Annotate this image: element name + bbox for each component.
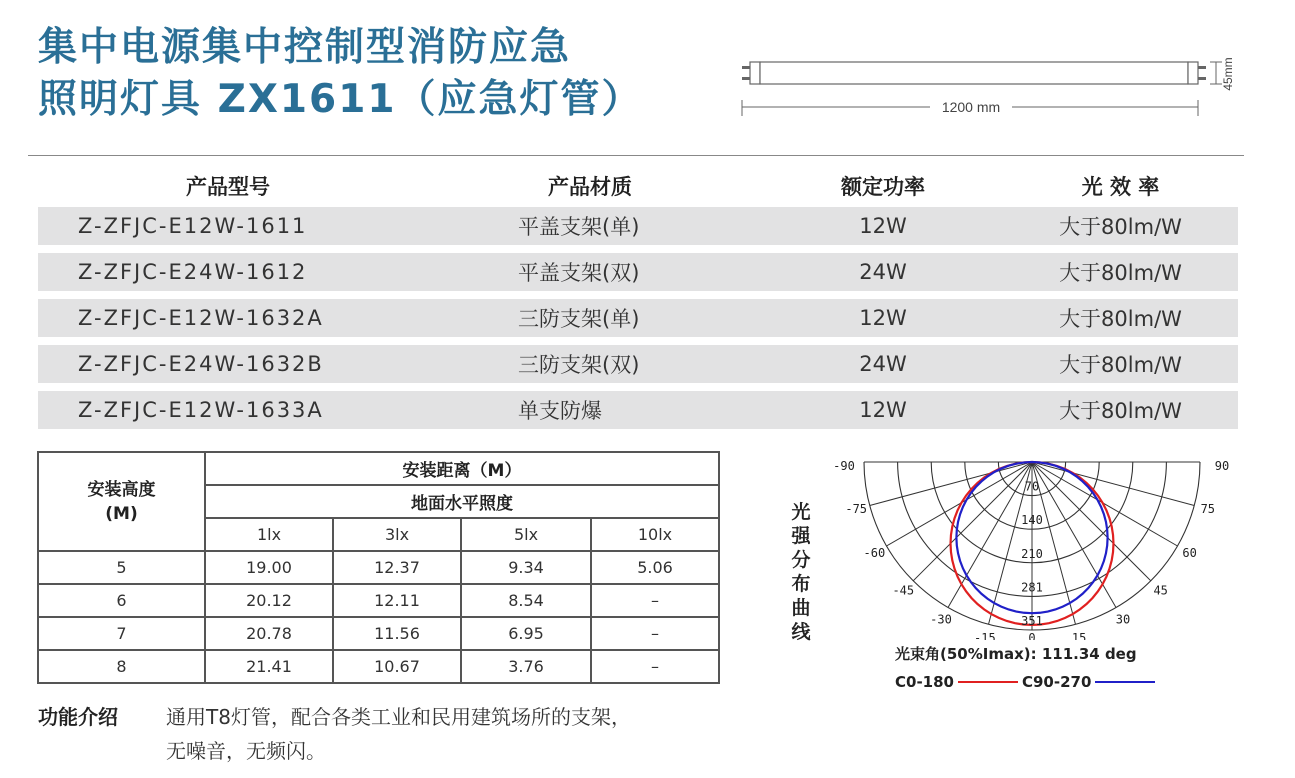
angle-label: -45 bbox=[892, 583, 915, 598]
cell-distance: 12.11 bbox=[333, 584, 461, 617]
header-model: 产品型号 bbox=[186, 175, 270, 199]
polar-svg bbox=[810, 445, 1230, 640]
illuminance-header: 地面水平照度 bbox=[205, 485, 719, 518]
divider bbox=[28, 155, 1244, 156]
angle-label: 30 bbox=[1115, 612, 1131, 627]
pin-right-top bbox=[1198, 66, 1206, 69]
cell-distance: 11.56 bbox=[333, 617, 461, 650]
cell-material: 平盖支架(单) bbox=[518, 215, 640, 239]
header-power: 额定功率 bbox=[841, 175, 925, 199]
table-row bbox=[38, 584, 719, 617]
grid-spoke bbox=[913, 462, 1032, 581]
polar-side-label: 光强分布曲线 bbox=[791, 501, 811, 643]
lux-header: 3lx bbox=[333, 518, 461, 551]
tube-svg bbox=[738, 44, 1258, 124]
radial-label: 210 bbox=[1021, 546, 1043, 561]
beam-angle-text: 光束角(50%Imax): 111.34 deg bbox=[895, 645, 1137, 663]
radial-label: 140 bbox=[1021, 513, 1043, 528]
cell-distance: – bbox=[591, 584, 719, 617]
cell-distance: 12.37 bbox=[333, 551, 461, 584]
cell-efficacy: 大于80lm/W bbox=[1059, 261, 1182, 285]
pin-right-bottom bbox=[1198, 77, 1206, 80]
cell-distance: 8.54 bbox=[461, 584, 591, 617]
spec-header bbox=[38, 165, 1238, 207]
cell-material: 三防支架(单) bbox=[518, 307, 640, 331]
angle-label: 15 bbox=[1071, 630, 1087, 640]
cell-power: 12W bbox=[859, 306, 907, 330]
cell-height: 5 bbox=[38, 551, 205, 584]
cell-efficacy: 大于80lm/W bbox=[1059, 215, 1182, 239]
angle-label: -60 bbox=[863, 546, 886, 560]
cell-distance: 5.06 bbox=[591, 551, 719, 584]
cell-distance: 10.67 bbox=[333, 650, 461, 683]
cell-power: 12W bbox=[859, 398, 907, 422]
diameter-label: 45mm bbox=[1221, 57, 1235, 91]
cell-model: Z-ZFJC-E12W-1632A bbox=[78, 306, 324, 330]
grid-spoke bbox=[870, 462, 1032, 505]
grid-spoke bbox=[1032, 462, 1116, 607]
table-row bbox=[38, 253, 1238, 291]
height-header: 安装高度(M) bbox=[38, 452, 205, 551]
cell-efficacy: 大于80lm/W bbox=[1059, 399, 1182, 423]
legend-c0-label: C0-180 bbox=[895, 673, 954, 691]
grid-spoke bbox=[1032, 462, 1177, 546]
tube-body bbox=[760, 62, 1188, 84]
cell-distance: 6.95 bbox=[461, 617, 591, 650]
polar-legend bbox=[895, 673, 1159, 691]
title-line-2: 照明灯具 ZX1611（应急灯管） bbox=[38, 77, 643, 122]
legend-c90-line bbox=[1095, 681, 1155, 683]
cell-power: 24W bbox=[859, 352, 907, 376]
table-row bbox=[38, 345, 1238, 383]
cap-left bbox=[750, 62, 760, 84]
cell-material: 平盖支架(双) bbox=[518, 261, 640, 285]
table-row bbox=[38, 391, 1238, 429]
cell-height: 8 bbox=[38, 650, 205, 683]
cell-model: Z-ZFJC-E24W-1612 bbox=[78, 260, 308, 284]
grid-spoke bbox=[948, 462, 1032, 607]
radial-label: 351 bbox=[1021, 614, 1043, 628]
pin-left-bottom bbox=[742, 77, 750, 80]
grid-spoke bbox=[887, 462, 1032, 546]
angle-label-zero: 0 bbox=[1028, 631, 1036, 640]
cell-distance: 21.41 bbox=[205, 650, 333, 683]
radial-label: 281 bbox=[1021, 580, 1043, 595]
table-row bbox=[38, 299, 1238, 337]
distance-table bbox=[37, 451, 720, 684]
cell-efficacy: 大于80lm/W bbox=[1059, 353, 1182, 377]
table-row bbox=[38, 617, 719, 650]
cap-right bbox=[1188, 62, 1198, 84]
cell-efficacy: 大于80lm/W bbox=[1059, 307, 1182, 331]
cell-power: 12W bbox=[859, 214, 907, 238]
cell-power: 24W bbox=[859, 260, 907, 284]
cell-height: 6 bbox=[38, 584, 205, 617]
grid-spoke bbox=[1032, 462, 1194, 505]
cell-material: 单支防爆 bbox=[518, 399, 602, 423]
angle-label: 45 bbox=[1153, 583, 1168, 598]
table-row bbox=[38, 650, 719, 683]
distance-header: 安装距离（M） bbox=[205, 452, 719, 485]
intro-label: 功能介绍 bbox=[38, 705, 118, 729]
cell-distance: 19.00 bbox=[205, 551, 333, 584]
cell-distance: 3.76 bbox=[461, 650, 591, 683]
intro-text bbox=[166, 700, 766, 768]
tube-drawing bbox=[738, 44, 1258, 124]
cell-model: Z-ZFJC-E24W-1632B bbox=[78, 352, 324, 376]
polar-diagram bbox=[810, 445, 1230, 644]
header-material: 产品材质 bbox=[548, 175, 632, 199]
angle-label: 90 bbox=[1214, 459, 1230, 473]
angle-label: -15 bbox=[974, 630, 996, 640]
cell-distance: – bbox=[591, 650, 719, 683]
angle-label: 75 bbox=[1200, 502, 1216, 517]
legend-c90-label: C90-270 bbox=[1021, 673, 1092, 691]
lux-header: 5lx bbox=[461, 518, 591, 551]
cell-height: 7 bbox=[38, 617, 205, 650]
angle-label: -75 bbox=[845, 502, 868, 517]
spec-table bbox=[38, 165, 1238, 437]
pin-left-top bbox=[742, 66, 750, 69]
table-row bbox=[38, 207, 1238, 245]
legend-c0-line bbox=[958, 681, 1018, 683]
angle-label: -30 bbox=[930, 612, 952, 627]
radial-label: 70 bbox=[1024, 479, 1040, 494]
grid-spoke bbox=[1032, 462, 1151, 581]
page-title bbox=[38, 22, 718, 126]
length-label: 1200 mm bbox=[941, 99, 1001, 115]
cell-model: Z-ZFJC-E12W-1611 bbox=[78, 214, 308, 238]
cell-distance: – bbox=[591, 617, 719, 650]
cell-model: Z-ZFJC-E12W-1633A bbox=[78, 398, 324, 422]
cell-distance: 20.78 bbox=[205, 617, 333, 650]
table-row bbox=[38, 551, 719, 584]
angle-label: 60 bbox=[1182, 546, 1197, 560]
header-efficacy: 光 效 率 bbox=[1081, 175, 1160, 199]
angle-label: -90 bbox=[833, 459, 855, 473]
cell-material: 三防支架(双) bbox=[518, 353, 640, 377]
lux-header: 1lx bbox=[205, 518, 333, 551]
intro-line-2: 无噪音，无频闪。 bbox=[166, 739, 326, 763]
lux-header: 10lx bbox=[591, 518, 719, 551]
cell-distance: 20.12 bbox=[205, 584, 333, 617]
cell-distance: 9.34 bbox=[461, 551, 591, 584]
intro-line-1: 通用T8灯管，配合各类工业和民用建筑场所的支架， bbox=[166, 705, 631, 729]
title-line-1: 集中电源集中控制型消防应急 bbox=[38, 25, 572, 70]
